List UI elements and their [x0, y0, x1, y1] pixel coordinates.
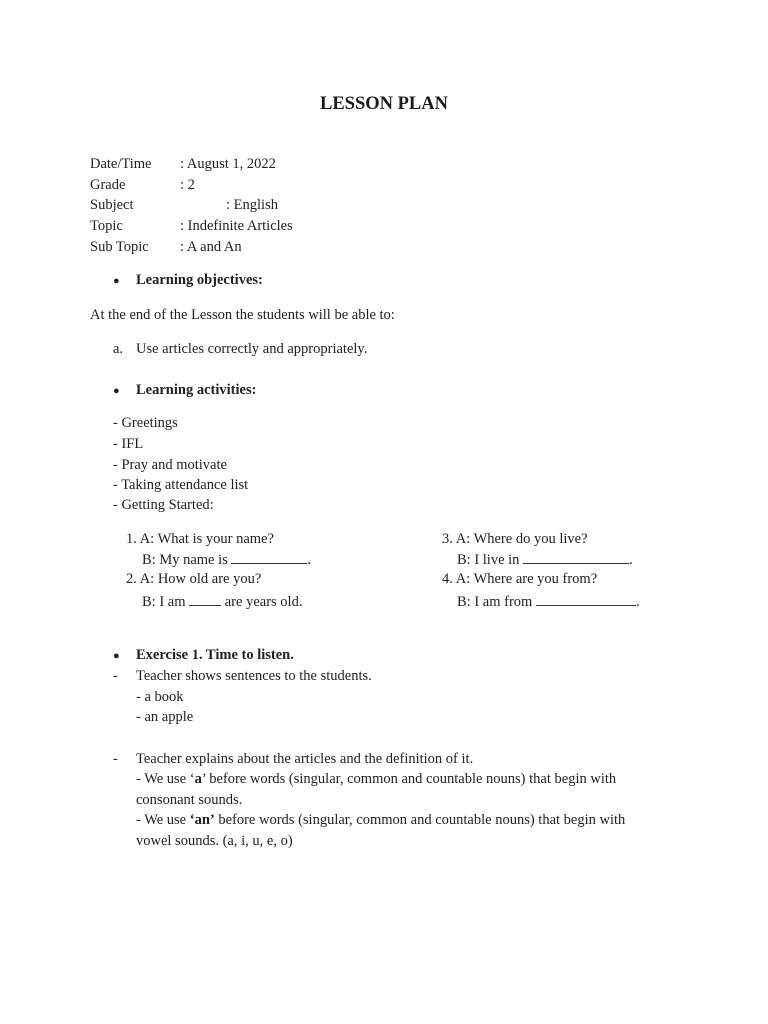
dialogue-answer-1: [142, 550, 311, 569]
rule-a-continued: consonant sounds.: [136, 792, 243, 808]
rule-article-an: ‘an’: [189, 812, 215, 828]
exercise-line-1: Teacher shows sentences to the students.: [136, 668, 372, 684]
info-label-date: Date/Time: [90, 156, 152, 172]
objectives-heading: Learning objectives:: [136, 272, 263, 288]
bullet-icon: ●: [113, 650, 120, 662]
info-value-grade: : 2: [180, 177, 195, 193]
dialogue-question-3: 3. A: Where do you live?: [442, 531, 588, 547]
bullet-icon: ●: [113, 385, 120, 397]
activity-item: - Getting Started:: [113, 497, 214, 513]
rule-an-continued: vowel sounds. (a, i, u, e, o): [136, 833, 293, 849]
info-label-grade: Grade: [90, 177, 126, 193]
objective-item: Use articles correctly and appropriately.: [136, 341, 368, 357]
answer-prefix: B: I am: [142, 594, 186, 610]
bullet-icon: ●: [113, 275, 120, 287]
rule-text: before words (singular, common and countable nouns) that begin with: [214, 812, 626, 828]
answer-prefix: B: I live in: [457, 552, 520, 568]
answer-blank: [523, 550, 629, 564]
dash-marker: -: [113, 668, 118, 684]
activity-item: - Pray and motivate: [113, 457, 227, 473]
objective-marker: a.: [113, 341, 124, 357]
info-label-topic: Topic: [90, 218, 123, 234]
activity-item: - Taking attendance list: [113, 477, 249, 493]
dialogue-question-4: 4. A: Where are you from?: [442, 571, 598, 587]
info-label-subtopic: Sub Topic: [90, 239, 149, 255]
page-title: LESSON PLAN: [320, 94, 448, 114]
activity-item: - IFL: [113, 436, 144, 452]
info-value-date: : August 1, 2022: [180, 156, 276, 172]
objectives-intro: At the end of the Lesson the students will be able to:: [90, 307, 395, 323]
answer-prefix: B: I am from: [457, 594, 533, 610]
answer-suffix: are years old.: [224, 594, 303, 610]
answer-prefix: B: My name is: [142, 552, 228, 568]
dash-marker: -: [113, 751, 118, 767]
answer-blank: [189, 592, 221, 606]
example-item: - a book: [136, 689, 184, 705]
exercise-heading: Exercise 1. Time to listen.: [136, 647, 294, 663]
dialogue-answer-3: [457, 550, 633, 569]
rule-an: [136, 811, 625, 829]
activity-item: - Greetings: [113, 415, 178, 431]
rule-a: [136, 770, 616, 788]
answer-suffix: .: [629, 552, 633, 568]
answer-blank: [231, 550, 307, 564]
rule-article-a: a: [194, 771, 202, 787]
info-value-topic: : Indefinite Articles: [180, 218, 293, 234]
dialogue-answer-2: [142, 592, 302, 611]
rule-text: - We use: [136, 812, 190, 828]
dialogue-question-2: 2. A: How old are you?: [126, 571, 262, 587]
info-value-subject: : English: [226, 197, 278, 213]
info-value-subtopic: : A and An: [180, 239, 242, 255]
rule-text: - We use ‘: [136, 771, 195, 787]
info-label-subject: Subject: [90, 197, 134, 213]
answer-blank: [536, 592, 636, 606]
answer-suffix: .: [307, 552, 312, 568]
example-item: - an apple: [136, 709, 194, 725]
answer-suffix: .: [635, 594, 640, 610]
dialogue-answer-4: [457, 592, 640, 611]
rule-text: ’ before words (singular, common and countable nouns) that begin with: [201, 771, 617, 787]
dialogue-question-1: 1. A: What is your name?: [126, 531, 274, 547]
exercise-line-2: Teacher explains about the articles and the definition of it.: [136, 751, 474, 767]
activities-heading: Learning activities:: [136, 382, 257, 398]
